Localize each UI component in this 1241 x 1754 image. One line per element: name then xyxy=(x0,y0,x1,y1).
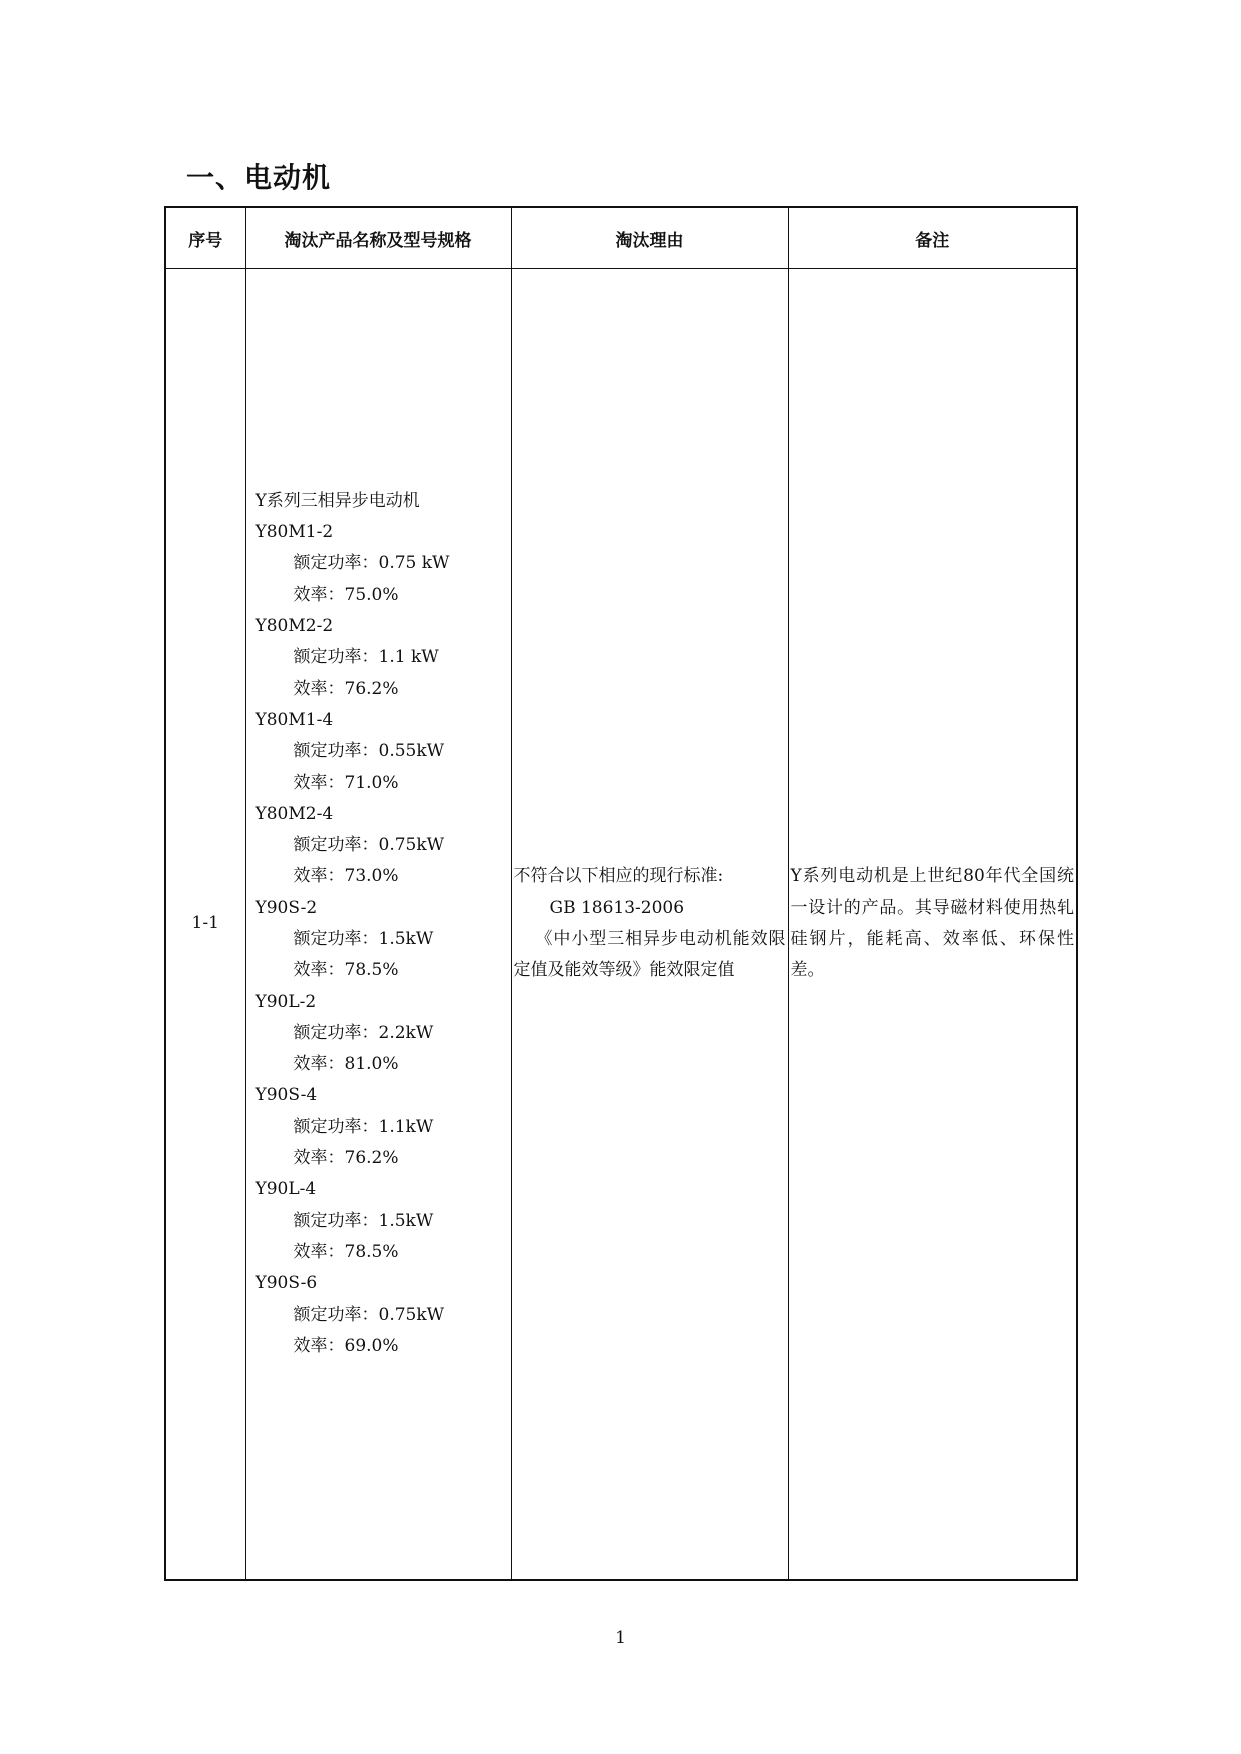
model-efficiency: 效率：73.0% xyxy=(293,866,399,887)
page-number: 1 xyxy=(615,1628,626,1648)
product-title: Y系列三相异步电动机 xyxy=(255,490,420,511)
model-rated-power: 额定功率：0.55kW xyxy=(293,741,445,762)
header-note: 备注 xyxy=(788,207,1077,269)
header-reason: 淘汰理由 xyxy=(511,207,788,269)
model-efficiency: 效率：69.0% xyxy=(293,1335,399,1356)
model-efficiency: 效率：81.0% xyxy=(293,1054,399,1075)
table-row xyxy=(165,269,1077,1581)
table-header-row xyxy=(165,207,1077,269)
model-rated-power: 额定功率：1.1kW xyxy=(293,1116,434,1137)
reason-intro: 不符合以下相应的现行标准: xyxy=(513,866,724,887)
model-name: Y80M1-4 xyxy=(255,709,334,730)
header-seq: 序号 xyxy=(165,207,245,269)
model-name: Y80M2-2 xyxy=(255,616,334,637)
row-seq: 1-1 xyxy=(165,269,245,1581)
model-efficiency: 效率：71.0% xyxy=(293,772,399,793)
model-rated-power: 额定功率：0.75kW xyxy=(293,1304,445,1325)
model-efficiency: 效率：76.2% xyxy=(293,1148,399,1169)
reason-standard: GB 18613-2006 xyxy=(549,897,685,918)
model-name: Y90S-6 xyxy=(255,1273,318,1294)
model-name: Y90S-4 xyxy=(255,1085,318,1106)
model-rated-power: 额定功率：0.75 kW xyxy=(293,553,450,574)
reason-standard-title: 《中小型三相异步电动机能效限定值及能效等级》能效限定值 xyxy=(513,929,786,981)
model-efficiency: 效率：75.0% xyxy=(293,584,399,605)
model-rated-power: 额定功率：1.1 kW xyxy=(293,647,439,668)
row-products xyxy=(245,269,511,1581)
model-rated-power: 额定功率：0.75kW xyxy=(293,835,445,856)
row-note: Y系列电动机是上世纪80年代全国统一设计的产品。其导磁材料使用热轧硅钢片，能耗高、效率低、环保性差。 xyxy=(788,269,1077,1581)
model-name: Y90L-2 xyxy=(255,991,317,1012)
model-name: Y80M1-2 xyxy=(255,522,334,543)
model-rated-power: 额定功率：1.5kW xyxy=(293,1210,434,1231)
model-name: Y80M2-4 xyxy=(255,803,334,824)
elimination-table xyxy=(164,206,1078,1581)
model-name: Y90S-2 xyxy=(255,897,318,918)
header-product: 淘汰产品名称及型号规格 xyxy=(245,207,511,269)
model-rated-power: 额定功率：2.2kW xyxy=(293,1022,434,1043)
section-title: 一、电动机 xyxy=(186,161,332,194)
row-reason xyxy=(511,269,788,1581)
model-name: Y90L-4 xyxy=(255,1179,317,1200)
model-rated-power: 额定功率：1.5kW xyxy=(293,929,434,949)
model-efficiency: 效率：78.5% xyxy=(293,1241,399,1262)
model-efficiency: 效率：76.2% xyxy=(293,678,399,699)
model-list xyxy=(256,517,511,1362)
model-efficiency: 效率：78.5% xyxy=(293,960,399,981)
